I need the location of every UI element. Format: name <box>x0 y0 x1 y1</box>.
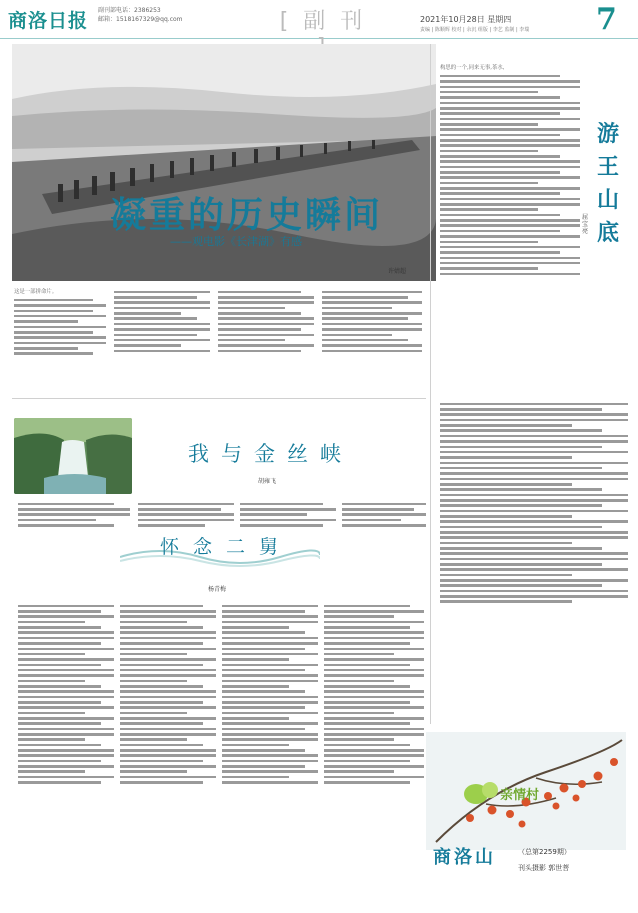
waterfall-photo <box>14 418 132 494</box>
huainian-title: 怀念二舅 <box>160 536 293 558</box>
youwang-title-char: 底 <box>596 221 619 246</box>
huainian-column-1 <box>18 602 114 898</box>
feature-subhead: ——观电影《长津湖》有感 <box>170 235 302 248</box>
section-title: [ 副 刊 <box>279 9 367 34</box>
youwang-title-char: 王 <box>596 155 619 180</box>
masthead-contact <box>98 6 183 24</box>
masthead-photo-credit: 刊头摄影 郭世菩 <box>518 864 570 872</box>
feature-opening: 这是一部拼命片。 <box>14 289 58 295</box>
youwang-column-2 <box>440 400 628 725</box>
feature-column-4 <box>322 288 422 392</box>
youwang-column-1 <box>440 64 580 394</box>
youwang-title <box>591 118 625 250</box>
jinsixia-title: 我与金丝峡 <box>188 442 353 466</box>
huainian-column-4 <box>324 602 424 898</box>
youwang-title-char: 山 <box>596 188 619 213</box>
feature-column-1 <box>14 288 106 392</box>
qingjie-stamp <box>462 778 554 808</box>
newspaper-logo: 商洛日报 <box>8 10 89 32</box>
masthead-email: 邮箱：1518167329@qq.com <box>98 16 183 23</box>
jinsixia-column-1 <box>18 500 130 540</box>
jinsixia-column-4 <box>342 500 426 540</box>
issue-date: 2021年10月28日 星期四 <box>420 15 512 24</box>
editor-credits: 责编 | 陈顺辉 校对 | 余沉 组版 | 李艺 监制 | 李瑞 <box>420 27 530 33</box>
feature-byline: 许婧超 <box>388 268 407 275</box>
footer-masthead: 商洛山 <box>433 847 496 868</box>
feature-column-2 <box>114 288 210 392</box>
huainian-byline: 杨青梅 <box>208 586 227 593</box>
page-number: 7 <box>596 2 617 37</box>
youwang-title-char: 游 <box>596 122 619 147</box>
jinsixia-byline: 胡雍飞 <box>258 478 277 485</box>
issue-number: （总第2259期） <box>518 848 571 856</box>
qingjie-label: 亲情村 <box>500 788 540 803</box>
section-divider <box>12 398 426 399</box>
feature-column-3 <box>218 288 314 392</box>
waterfall-image <box>14 418 132 494</box>
huainian-column-2 <box>120 602 216 898</box>
youwang-byline: 屈宝亮 <box>581 214 588 235</box>
column-divider <box>430 44 431 724</box>
masthead-phone: 副刊部电话：2386253 <box>98 7 161 14</box>
feature-headline: 凝重的历史瞬间 <box>110 194 384 236</box>
youwang-opening: 构思的一个,同来无事,茶水, <box>440 65 505 71</box>
huainian-column-3 <box>222 602 318 898</box>
